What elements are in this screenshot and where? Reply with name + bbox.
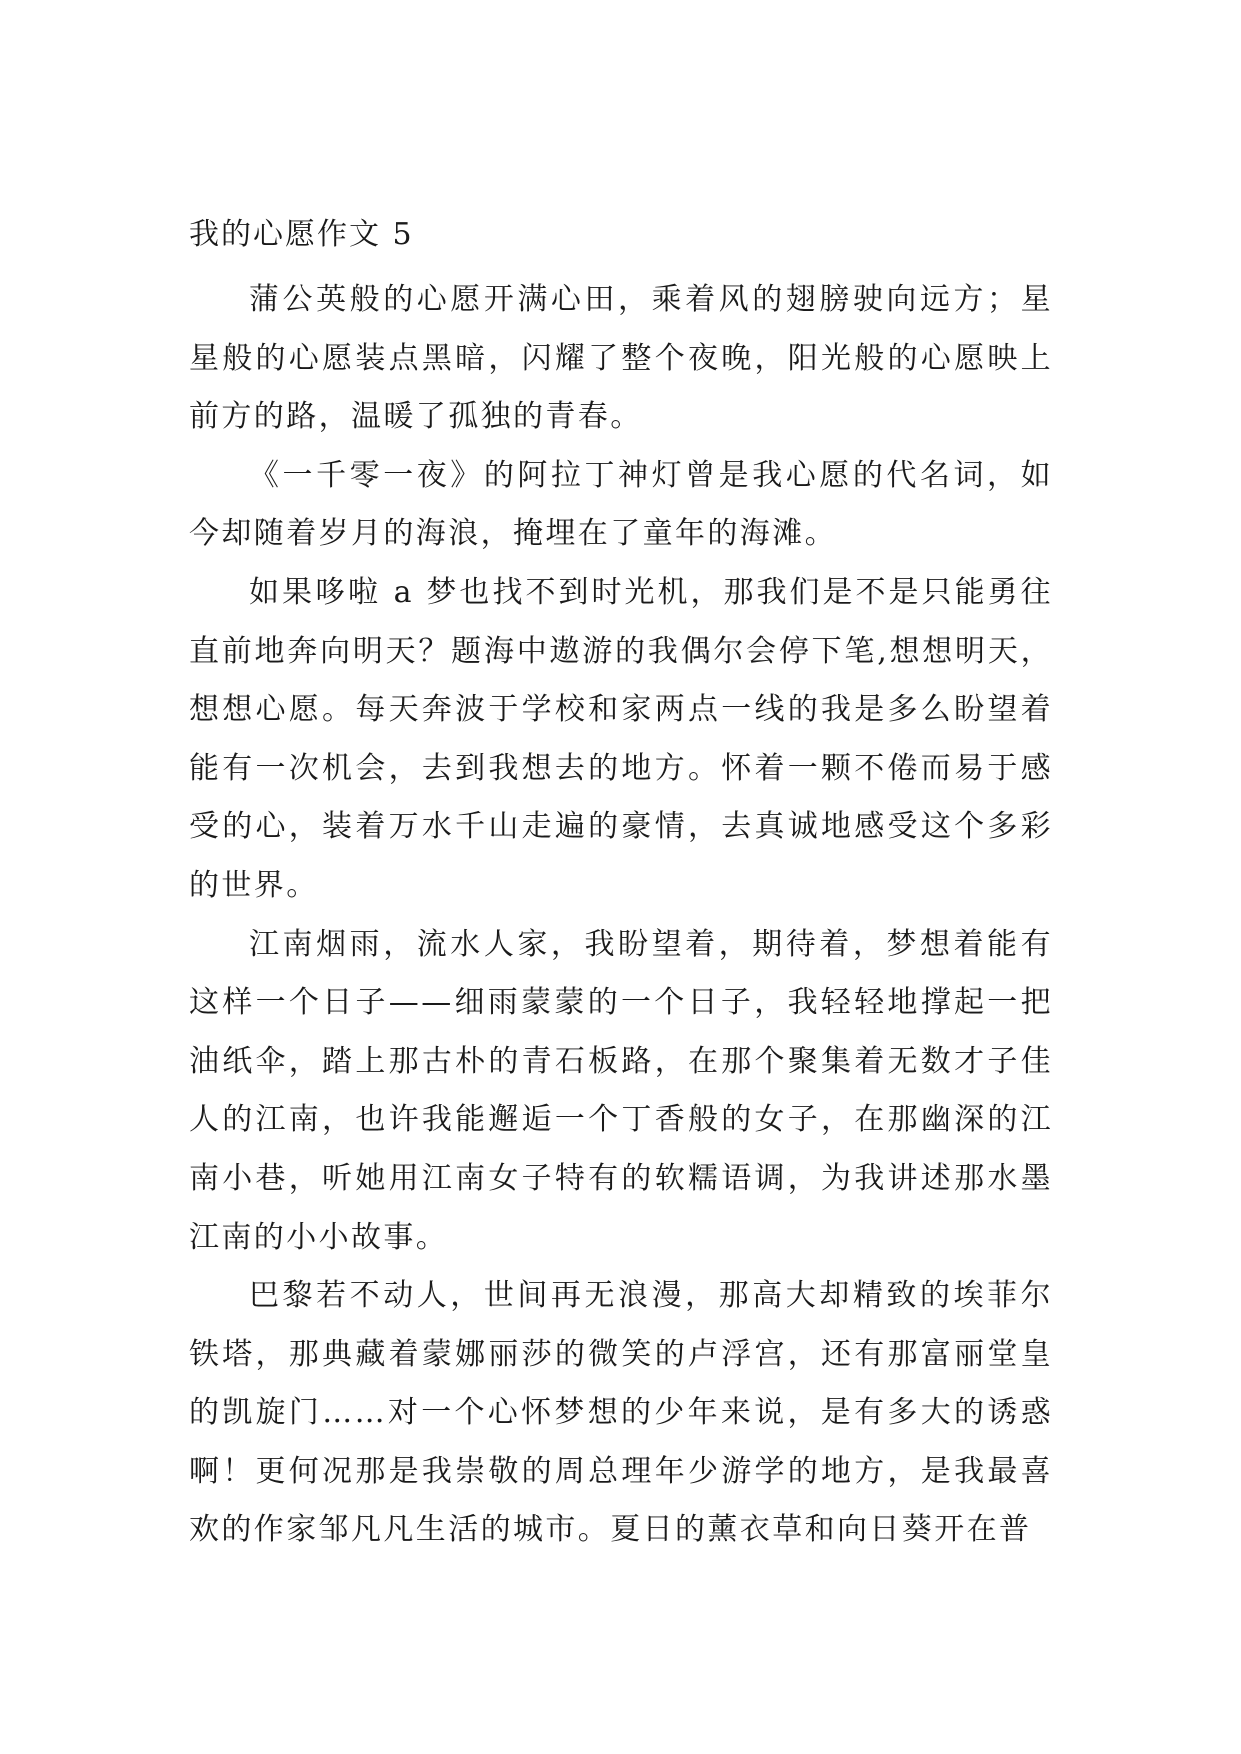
paragraph-1: 蒲公英般的心愿开满心田，乘着风的翅膀驶向远方；星星般的心愿装点黑暗，闪耀了整个夜晚，阳光般的心愿映上前方的路，温暖了孤独的青春。	[189, 282, 1053, 435]
article-body	[189, 216, 1053, 1560]
paragraph-5: 巴黎若不动人，世间再无浪漫，那高大却精致的埃菲尔铁塔，那典藏着蒙娜丽莎的微笑的卢浮宫，还有那富丽堂皇的凯旋门……对一个心怀梦想的少年来说，是有多大的诱惑啊！更何况那是我崇敬的周总理年少游学的地方，是我最喜欢的作家邹凡凡生活的城市。夏日的薰衣草和向日葵开在普	[189, 1278, 1053, 1548]
paragraph-3: 如果哆啦 a 梦也找不到时光机，那我们是不是只能勇往直前地奔向明天？题海中遨游的我偶尔会停下笔,想想明天，想想心愿。每天奔波于学校和家两点一线的我是多么盼望着能有一次机会，去到我想去的地方。怀着一颗不倦而易于感受的心，装着万水千山走遍的豪情，去真诚地感受这个多彩的世界。	[189, 574, 1053, 903]
article-title: 我的心愿作文 5	[189, 217, 414, 252]
paragraph-2: 《一千零一夜》的阿拉丁神灯曾是我心愿的代名词，如今却随着岁月的海浪，掩埋在了童年的海滩。	[189, 457, 1053, 552]
paragraph-4: 江南烟雨，流水人家，我盼望着，期待着，梦想着能有这样一个日子——细雨蒙蒙的一个日子，我轻轻地撑起一把油纸伞，踏上那古朴的青石板路，在那个聚集着无数才子佳人的江南，也许我能邂逅一个丁香般的女子，在那幽深的江南小巷，听她用江南女子特有的软糯语调，为我讲述那水墨江南的小小故事。	[189, 926, 1053, 1255]
